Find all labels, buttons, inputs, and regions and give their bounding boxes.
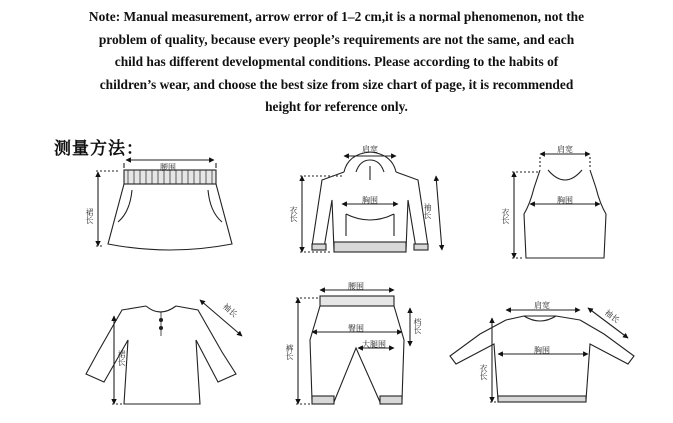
vest-shoulder-label: 肩宽 xyxy=(557,145,573,154)
skirt-waist-label: 腰围 xyxy=(160,163,176,172)
pants-rise-label: 档长 xyxy=(413,318,422,334)
vest-length-label: 衣长 xyxy=(501,208,510,224)
hoodie-length-label: 衣长 xyxy=(289,206,298,222)
note-line-2: problem of quality, because every people’s requirements are not the same, and each xyxy=(98,31,575,47)
note-line-1: Note: Manual measurement, arrow error of 1–2 cm,it is a normal phenomenon, not the xyxy=(88,9,585,24)
dress-sleeve-label: 袖长 xyxy=(221,301,239,320)
vest-diagram xyxy=(512,154,606,258)
vest-chest-label: 胸围 xyxy=(557,196,573,205)
pants-diagram xyxy=(296,290,410,404)
pants-length-label: 裤长 xyxy=(285,344,294,360)
note-line-3: child has different developmental conditions. Please according to the habits of xyxy=(114,54,559,70)
tee-sleeve-label: 袖长 xyxy=(602,308,622,325)
note-line-4: children’s wear, and choose the best size from size chart of page, it is recommended xyxy=(99,76,574,92)
tee-diagram xyxy=(450,308,634,402)
hoodie-chest-label: 胸围 xyxy=(362,196,378,205)
measurement-method-heading: 测量方法： xyxy=(54,139,144,159)
tee-chest-label: 胸围 xyxy=(534,346,550,355)
pants-thigh-label: 大腿围 xyxy=(362,340,386,349)
skirt-diagram xyxy=(96,160,232,250)
skirt-length-label: 裙长 xyxy=(85,208,94,224)
note-line-5: height for reference only. xyxy=(265,99,408,115)
hoodie-sleeve-label: 袖长 xyxy=(423,203,432,219)
hoodie-shoulder-label: 肩宽 xyxy=(362,145,378,154)
dress-length-label: 裙长 xyxy=(117,350,126,366)
dress-diagram xyxy=(86,300,242,404)
pants-hip-label: 臀围 xyxy=(348,324,364,333)
pants-waist-label: 腰围 xyxy=(348,282,364,291)
tee-shoulder-label: 肩宽 xyxy=(534,301,550,310)
tee-length-label: 衣长 xyxy=(479,364,488,380)
